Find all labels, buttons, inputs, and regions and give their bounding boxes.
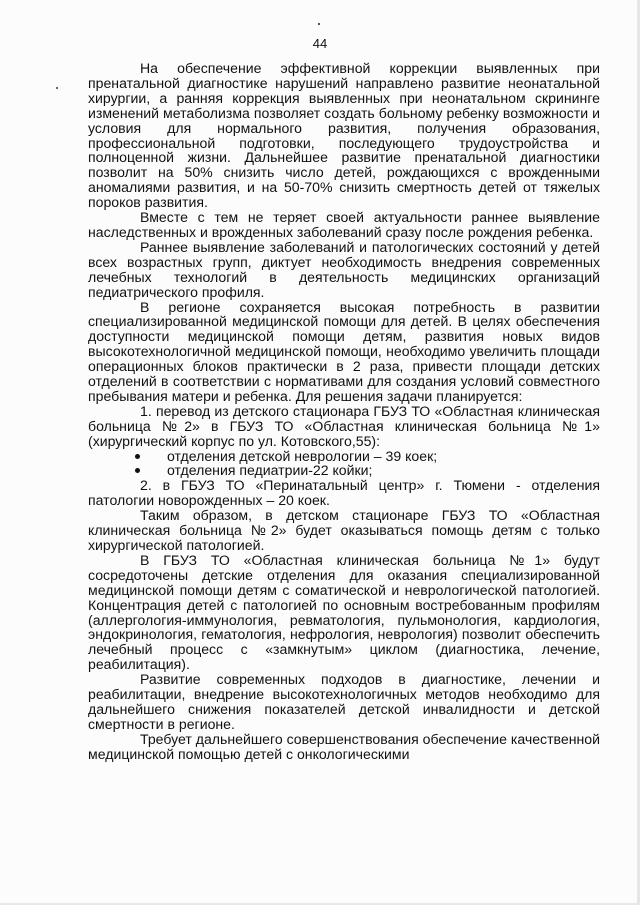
paragraph-plan-item-1: 1. перевод из детского стационара ГБУЗ ТО «Областная клиническая больница №2» в ГБУЗ ТО «Областная клиническая больница №1» (хирургический корпус по ул. Котовского,55): [88, 402, 600, 449]
paragraph-early-detection-hereditary: Вместе с тем не теряет своей актуальности раннее выявление наследственных и врожденных заболеваний сразу после рождения ребенка. [88, 209, 600, 240]
bullet-text: отделения детской неврологии – 39 коек; [167, 447, 438, 464]
page-number: 44 [312, 36, 328, 51]
paragraph-plan-item-2: 2. в ГБУЗ ТО «Перинатальный центр» г. Тюмени - отделения патологии новорожденных – 20 коек. [88, 477, 600, 509]
paragraph-hospital-2-surgical: Таким образом, в детском стационаре ГБУЗ ТО «Областная клиническая больница №2» будет оказываться помощь детям с только хирургической патологией. [88, 507, 600, 553]
paragraph-oncology: Требует дальнейшего совершенствования обеспечение качественной медицинской помощью детей с онкологическими [88, 730, 600, 762]
bullet-list [88, 449, 600, 479]
paragraph-regional-need: В регионе сохраняется высокая потребность в развитии специализированной медицинской помощи для детей. В целях обеспечения доступности медицинской помощи детям, развития новых видов высокотехнологичной медицинской помощи, необходимо увеличить площади операционных блоков практически в 2 раза, привести площади детских отделений в соответствии с нормативами для создания условий совместного пребывания матери и ребенка. Для решения задачи планируется: [88, 298, 600, 404]
paragraph-modern-approaches: Развитие современных подходов в диагностике, лечении и реабилитации, внедрение высокотехнологичных методов необходимо для дальнейшего снижения показателей детской инвалидности и детской смертности в регионе. [88, 671, 600, 732]
body-text [88, 61, 600, 762]
bullet-icon [135, 454, 140, 459]
paragraph-hospital-1-departments: В ГБУЗ ТО «Областная клиническая больница №1» будут сосредоточены детские отделения для оказания специализированной медицинской помощи детям с соматической и неврологической патологией. Концентрация детей с патологией по основным востребованным профилям (аллергология-иммунология, ревматология, пульмонология, кардиология, эндокринология, гематология, нефрология, неврология) позволит обеспечить лечебный процесс с «замкнутым» циклом (диагностика, лечение, реабилитация). [88, 551, 600, 673]
scan-speck [56, 87, 58, 89]
paragraph-early-detection-all-ages: Раннее выявление заболеваний и патологических состояний у детей всех возрастных групп, диктует необходимость внедрения современных лечебных технологий в деятельность медицинских организаций педиатрического профиля. [88, 238, 600, 300]
paragraph-neonatal-surgery: На обеспечение эффективной коррекции выявленных при пренатальной диагностике нарушений направлено развитие неонатальной хирургии, а ранняя коррекция выявленных при неонатальном скрининге изменений метаболизма позволяет создать больному ребенку возможности и условия для нормального развития, получения образования, профессиональной подготовки, последующего трудоустройства и полноценной жизни. Дальнейшее развитие пренатальной диагностики позволит на 50% снизить число детей, рождающихся с врожденными аномалиями развития, и на 50-70% снизить смертность детей от тяжелых пороков развития. [88, 60, 600, 211]
list-item [88, 463, 600, 478]
scan-speck [318, 23, 320, 25]
list-item [88, 449, 600, 464]
bullet-text: отделения педиатрии-22 койки; [167, 462, 373, 479]
